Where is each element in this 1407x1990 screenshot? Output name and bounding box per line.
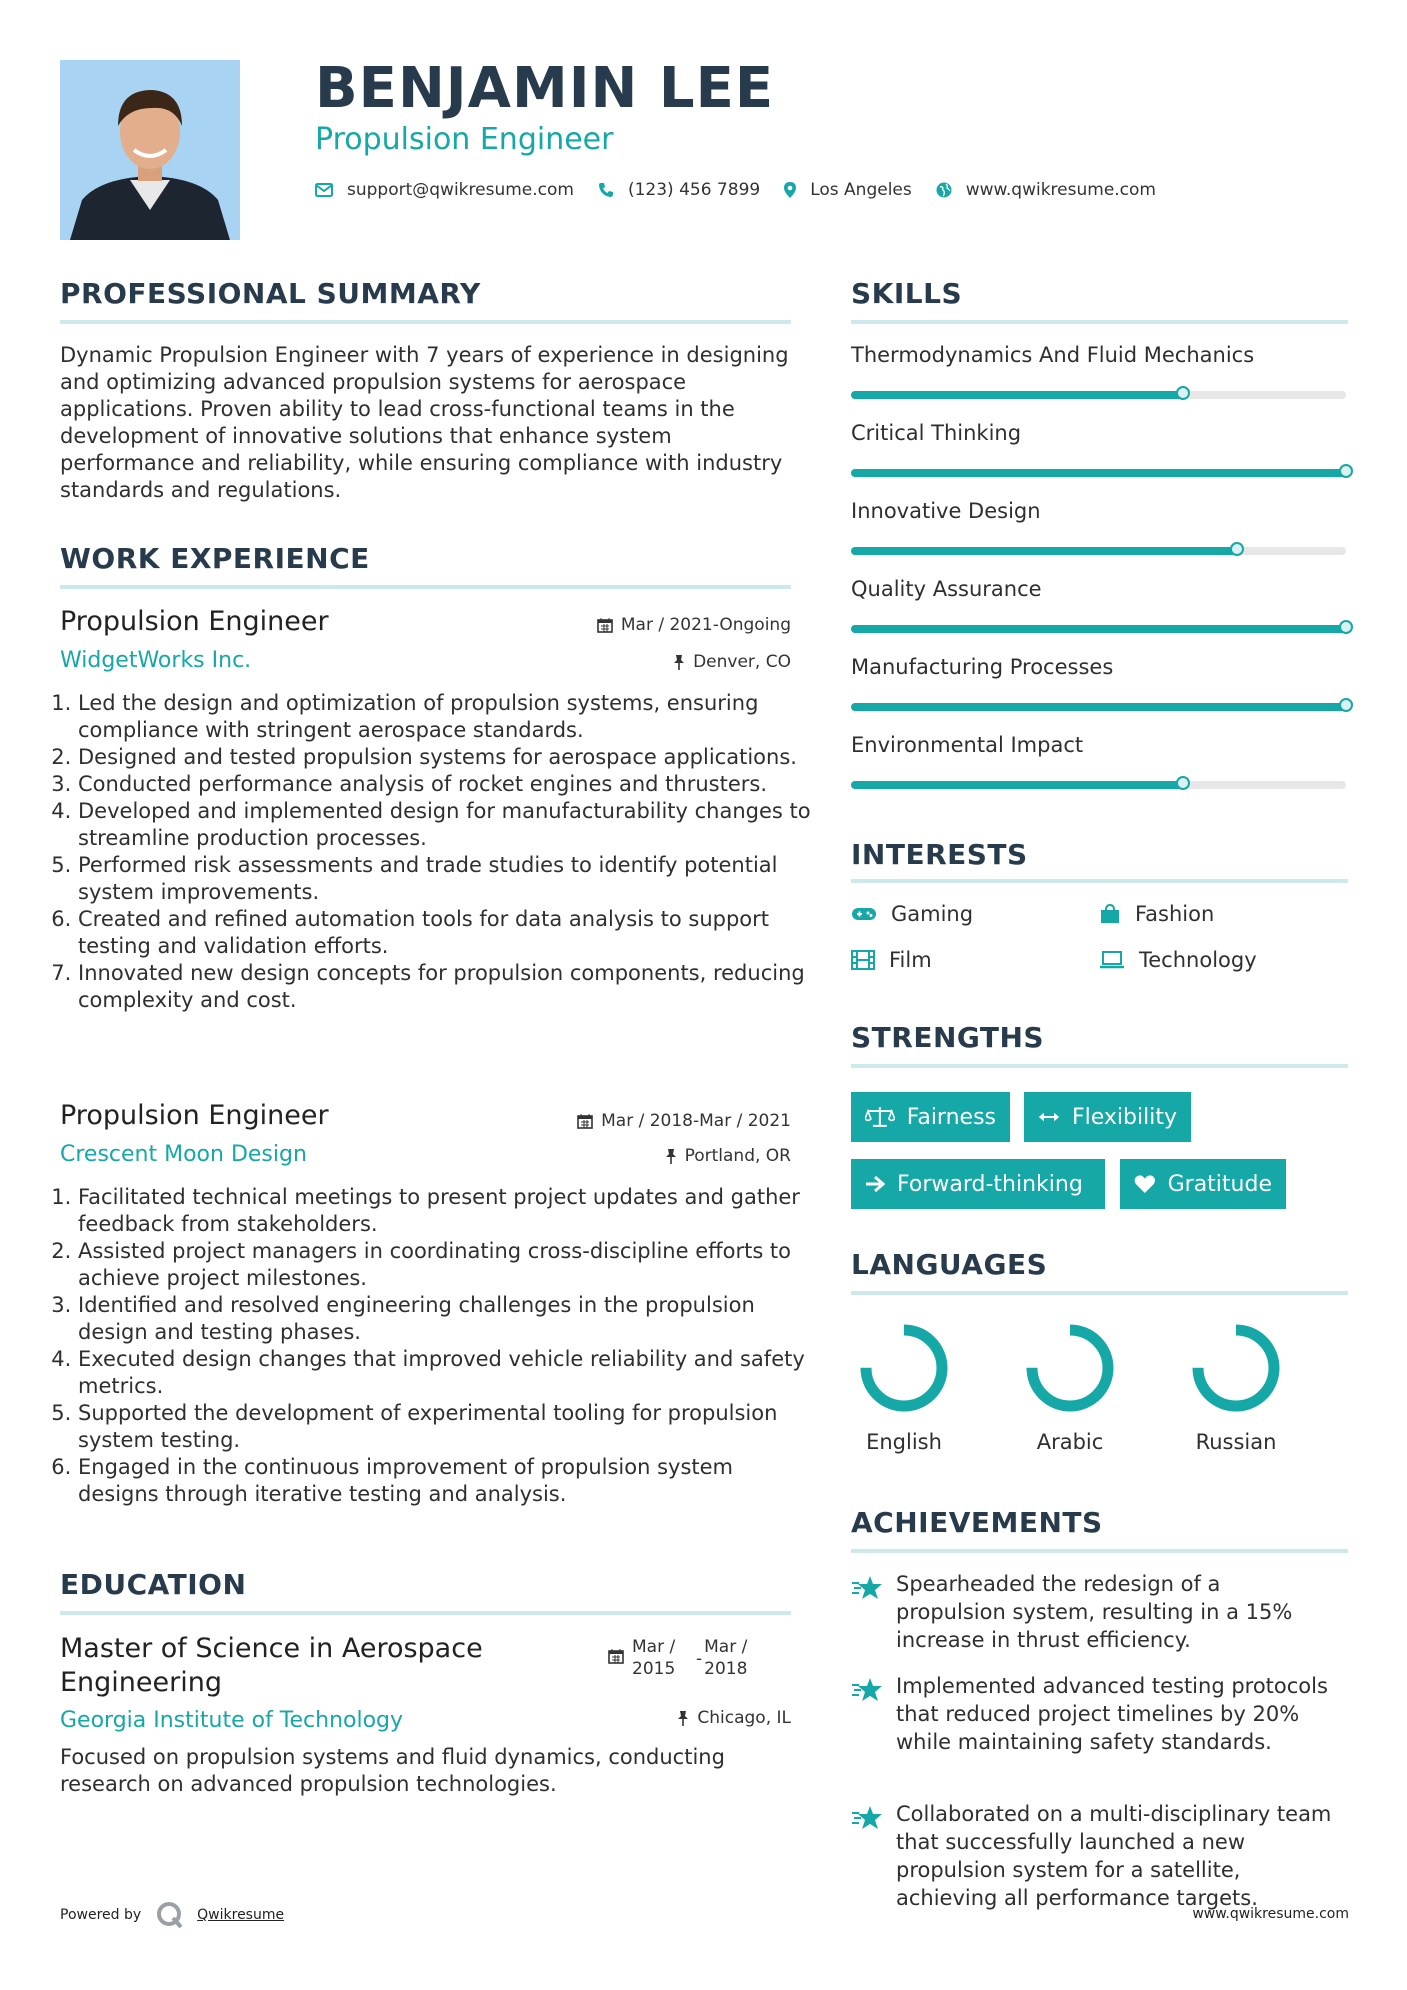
education-description: Focused on propulsion systems and fluid dynamics, conducting research on advanced propulsion technologies. [60,1745,725,1796]
skills-divider [851,320,1348,324]
education-location-text: Chicago, IL [697,1708,791,1728]
contact-website[interactable] [936,180,1156,200]
summary-heading: PROFESSIONAL SUMMARY [60,277,481,310]
interest-gaming-label: Gaming [891,902,974,926]
list-item: 6. Engaged in the continuous improvement of propulsion system designs through iterative testing and analysis. [78,1454,818,1508]
interest-fashion [1099,902,1214,926]
strength-fairness-label: Fairness [906,1104,996,1130]
interest-gaming [851,902,973,926]
powered-by [60,1900,284,1930]
gamepad-icon [851,906,877,922]
list-item: 4. Executed design changes that improved vehicle reliability and safety metrics. [78,1346,818,1400]
achievement-1 [851,1570,1351,1654]
summary-divider [60,320,791,324]
list-item: 1. Led the design and optimization of propulsion systems, ensuring compliance with stringent aerospace standards. [78,690,818,744]
powered-by-brand[interactable]: Qwikresume [197,1907,285,1923]
achievement-3-text: Collaborated on a multi-disciplinary team that successfully launched a new propulsion system for a satellite, achieving all performance targets. [896,1802,1332,1910]
list-item: 5. Supported the development of experimental tooling for propulsion system testing. [78,1400,818,1454]
profile-photo [60,60,240,240]
balance-scale-icon [865,1106,895,1128]
job-2-location-text: Portland, OR [684,1146,791,1166]
strengths-divider [851,1064,1348,1068]
strength-fairness [851,1092,1010,1142]
skill-bar-handle [1176,386,1190,400]
laptop-icon [1099,951,1125,969]
calendar-icon [608,1648,624,1664]
film-icon [851,950,875,970]
education-dates [608,1636,798,1680]
strengths-heading: STRENGTHS [851,1021,1045,1054]
skill-bar [851,469,1346,477]
globe-icon [936,182,952,198]
achievement-2 [851,1672,1351,1756]
skill-bar-handle [1339,464,1353,478]
contact-bar [315,180,1180,200]
achievements-heading: ACHIEVEMENTS [851,1506,1103,1539]
skill-bar-fill [851,625,1346,633]
star-icon [851,1805,883,1831]
strength-gratitude [1120,1159,1286,1209]
list-item: 7. Innovated new design concepts for propulsion components, reducing complexity and cost. [78,960,818,1014]
languages-divider [851,1291,1348,1295]
calendar-icon [597,617,613,633]
skill-bar-fill [851,547,1237,555]
envelope-icon [315,183,333,197]
map-pin-icon [784,182,796,198]
skill-bar [851,703,1346,711]
shopping-bag-icon [1099,903,1121,925]
phone-icon [598,182,614,198]
job-1-dates-text: Mar / 2021-Ongoing [620,615,791,635]
strength-flexibility-label: Flexibility [1072,1104,1177,1130]
skill-bar [851,625,1346,633]
interest-film [851,948,932,972]
education-location [480,1708,791,1728]
job-1-location-text: Denver, CO [693,652,791,672]
education-divider [60,1611,791,1615]
job-2-dates-text: Mar / 2018-Mar / 2021 [601,1111,791,1131]
language-ring [854,1318,954,1418]
list-item: 4. Developed and implemented design for manufacturability changes to streamline production processes. [78,798,818,852]
skill-name: Innovative Design [851,499,1041,523]
degree-title: Master of Science in Aerospace Engineering [60,1633,483,1698]
job-2-dates [480,1111,791,1131]
contact-email-text: support@qwikresume.com [347,180,574,200]
list-item: 5. Performed risk assessments and trade studies to identify potential system improvements. [78,852,818,906]
strength-forward-thinking-label: Forward-thinking [897,1171,1083,1197]
school-name: Georgia Institute of Technology [60,1708,404,1733]
summary-text: Dynamic Propulsion Engineer with 7 years of experience in designing and optimizing advanced propulsion systems for aerospace applications. Proven ability to lead cross-functional teams in the development of innovative solutions that enhance system performance and reliability, while ensuring compliance with industry standards and regulations. [60,343,789,502]
list-item: 6. Created and refined automation tools for data analysis to support testing and validation efforts. [78,906,818,960]
strength-flexibility [1024,1092,1191,1142]
job-1-title: Propulsion Engineer [60,606,329,637]
education-start: Mar / 2015 [632,1637,676,1679]
job-2-location [480,1146,791,1166]
skill-name: Environmental Impact [851,733,1084,757]
job-2-duties [60,1184,818,1508]
pushpin-icon [673,654,685,670]
pushpin-icon [677,1710,689,1726]
languages-heading: LANGUAGES [851,1248,1048,1281]
list-item: 3. Identified and resolved engineering challenges in the propulsion design and testing phases. [78,1292,818,1346]
candidate-title: Propulsion Engineer [315,122,614,157]
skill-bar-fill [851,703,1346,711]
achievements-divider [851,1549,1348,1553]
achievement-3 [851,1800,1351,1912]
strength-gratitude-label: Gratitude [1167,1171,1272,1197]
skill-name: Manufacturing Processes [851,655,1114,679]
language-name: Arabic [1036,1430,1104,1454]
interest-technology-label: Technology [1139,948,1257,972]
education-heading: EDUCATION [60,1568,247,1601]
contact-phone-text: (123) 456 7899 [627,180,761,200]
education-date-dash: - [696,1649,703,1669]
strength-forward-thinking [851,1159,1105,1209]
skill-bar-handle [1339,698,1353,712]
skill-bar [851,547,1346,555]
language-ring-arc [866,1330,942,1406]
skill-bar [851,391,1346,399]
contact-website-text: www.qwikresume.com [965,180,1156,200]
skill-name: Critical Thinking [851,421,1022,445]
job-1-duties [60,690,818,1014]
pushpin-icon [665,1148,677,1164]
arrow-right-icon [865,1175,885,1193]
language-ring-arc [1032,1330,1108,1406]
skill-bar-fill [851,469,1346,477]
powered-by-label: Powered by [60,1907,142,1923]
qwikresume-logo-icon [155,1900,185,1930]
achievement-2-text: Implemented advanced testing protocols that reduced project timelines by 20% while maintaining safety standards. [896,1674,1328,1754]
work-divider [60,585,791,589]
skill-bar-fill [851,781,1183,789]
skill-name: Thermodynamics And Fluid Mechanics [851,343,1255,367]
interest-fashion-label: Fashion [1135,902,1215,926]
education-end: Mar / 2018 [704,1637,748,1679]
skill-bar-handle [1230,542,1244,556]
language-ring [1020,1318,1120,1418]
skill-bar-fill [851,391,1183,399]
skill-bar-handle [1339,620,1353,634]
list-item: 1. Facilitated technical meetings to present project updates and gather feedback from stakeholders. [78,1184,818,1238]
language-name: English [866,1430,942,1454]
interests-divider [851,879,1348,883]
job-1-location [480,652,791,672]
contact-location-text: Los Angeles [810,180,912,200]
contact-email[interactable] [315,180,574,200]
arrows-horizontal-icon [1038,1110,1060,1124]
candidate-name: BENJAMIN LEE [315,56,775,121]
heart-icon [1134,1173,1156,1195]
language-ring [1186,1318,1286,1418]
skill-bar [851,781,1346,789]
list-item: 2. Designed and tested propulsion systems for aerospace applications. [78,744,818,771]
star-icon [851,1575,883,1601]
interest-film-label: Film [889,948,932,972]
footer-website[interactable]: www.qwikresume.com [1192,1906,1349,1922]
language-ring-arc [1198,1330,1274,1406]
interest-technology [1099,948,1257,972]
calendar-icon [577,1113,593,1129]
list-item: 3. Conducted performance analysis of rocket engines and thrusters. [78,771,818,798]
contact-phone[interactable] [598,180,760,200]
skill-bar-handle [1176,776,1190,790]
job-1-dates [480,615,791,635]
interests-heading: INTERESTS [851,838,1028,871]
skill-name: Quality Assurance [851,577,1042,601]
language-name: Russian [1195,1430,1277,1454]
job-2-company: Crescent Moon Design [60,1142,307,1167]
achievement-1-text: Spearheaded the redesign of a propulsion system, resulting in a 15% increase in thrust efficiency. [896,1572,1293,1652]
skills-heading: SKILLS [851,277,963,310]
job-2-title: Propulsion Engineer [60,1100,329,1131]
list-item: 2. Assisted project managers in coordinating cross-discipline efforts to achieve project milestones. [78,1238,818,1292]
work-heading: WORK EXPERIENCE [60,542,370,575]
star-icon [851,1677,883,1703]
job-1-company: WidgetWorks Inc. [60,648,252,673]
contact-location [784,180,912,200]
